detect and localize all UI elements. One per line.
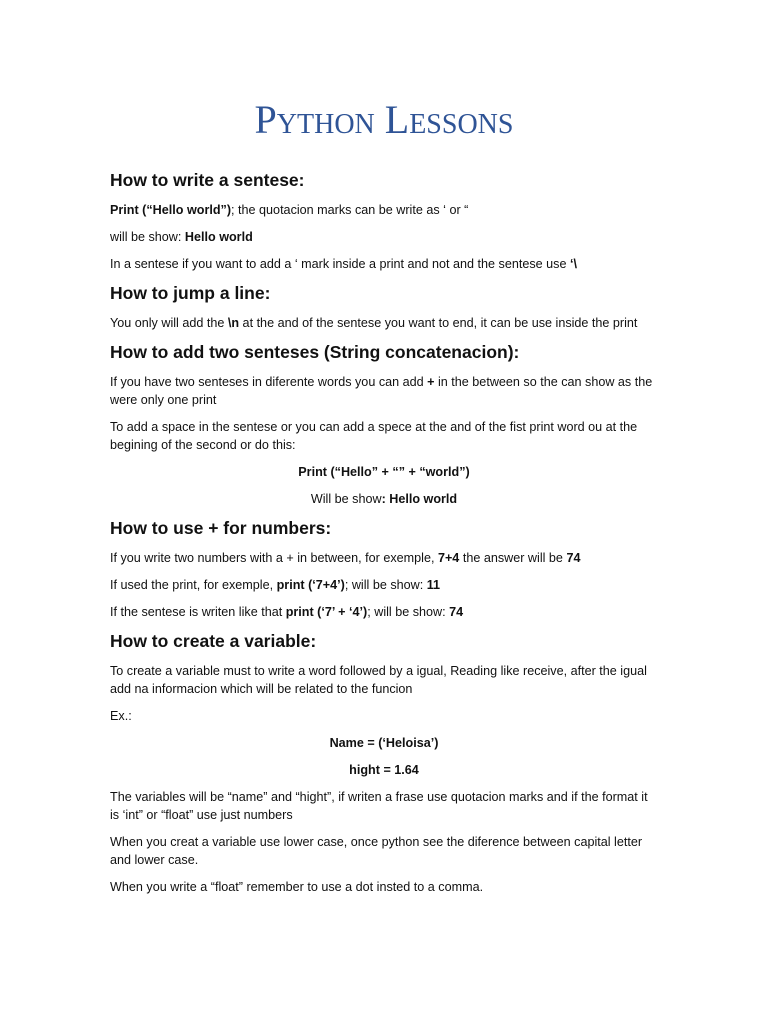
- paragraph: If the sentese is writen like that print (‘7’ + ‘4’); will be show: 74: [110, 605, 464, 619]
- paragraph: When you creat a variable use lower case, once python see the diference between capital letter and lower case.: [110, 835, 643, 867]
- paragraph: Ex.:: [110, 709, 132, 723]
- section-heading-variable: How to create a variable:: [110, 631, 317, 651]
- section-heading-numbers: How to use + for numbers:: [110, 518, 332, 538]
- paragraph: If you write two numbers with a + in between, for exemple, 7+4 the answer will be 74: [110, 551, 581, 565]
- paragraph: You only will add the \n at the and of the sentese you want to end, it can be use inside the print: [110, 316, 638, 330]
- paragraph: To add a space in the sentese or you can add a spece at the and of the fist print word ou at the begining of the second or do this:: [110, 420, 638, 452]
- section-heading-write-sentence: How to write a sentese:: [110, 170, 305, 190]
- paragraph: If used the print, for exemple, print (‘7+4’); will be show: 11: [110, 578, 441, 592]
- paragraph: If you have two senteses in diferente words you can add + in the between so the can show as the were only one print: [110, 375, 653, 407]
- paragraph: will be show: Hello world: [110, 230, 253, 244]
- page-title: Python Lessons: [254, 97, 514, 142]
- code-example: Name = (‘Heloisa’): [329, 736, 439, 750]
- section-heading-jump-line: How to jump a line:: [110, 283, 271, 303]
- paragraph: Print (“Hello world”); the quotacion marks can be write as ‘ or “: [110, 203, 469, 217]
- section-heading-string-concatenation: How to add two senteses (String concatenacion):: [110, 342, 520, 362]
- paragraph: The variables will be “name” and “hight”, if writen a frase use quotacion marks and if the format it is ‘int” or “float” use just numbers: [110, 790, 648, 822]
- code-output: Will be show: Hello world: [310, 492, 458, 506]
- code-example: Print (“Hello” + “” + “world”): [298, 465, 470, 479]
- document-body: [110, 166, 658, 905]
- paragraph: In a sentese if you want to add a ‘ mark inside a print and not and the sentese use ‘\: [110, 257, 577, 271]
- paragraph: When you write a “float” remember to use a dot insted to a comma.: [110, 880, 484, 894]
- paragraph: To create a variable must to write a word followed by a igual, Reading like receive, after the igual add na informacion which will be related to the funcion: [110, 664, 647, 696]
- code-example: hight = 1.64: [349, 763, 419, 777]
